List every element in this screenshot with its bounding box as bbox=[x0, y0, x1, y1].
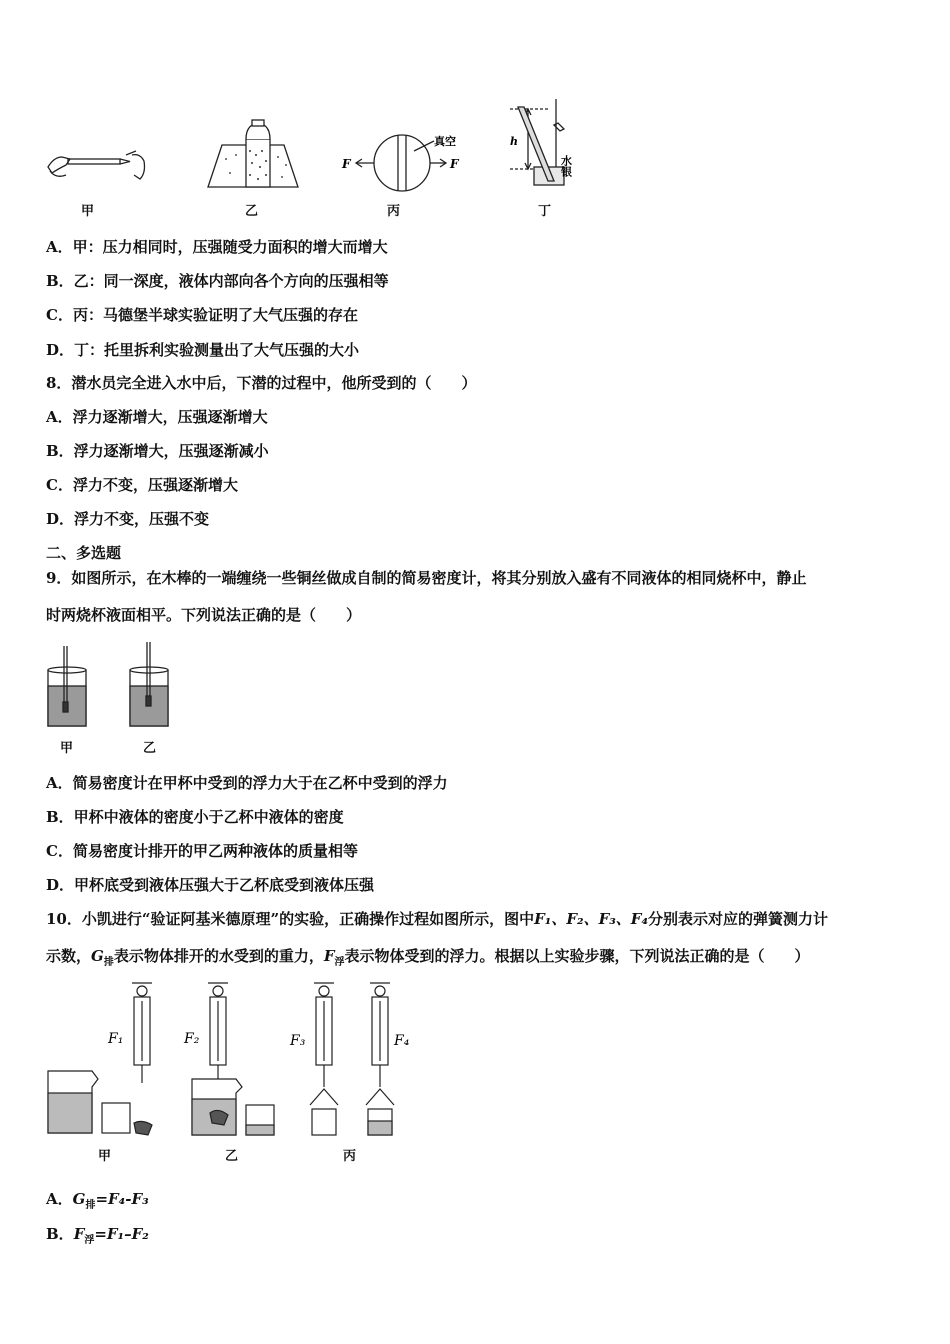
q7-fig-jia bbox=[48, 151, 145, 179]
q9-caption-yi: 乙 bbox=[143, 741, 157, 756]
q10-option-a-expr: =F₄-F₃ bbox=[95, 1190, 149, 1208]
q10-option-a-symbol: G bbox=[72, 1190, 86, 1208]
q10-g-symbol: G bbox=[91, 947, 104, 965]
q10-label-f1: F₁ bbox=[108, 1031, 124, 1047]
q9-option-b: B．甲杯中液体的密度小于乙杯中液体的密度 bbox=[46, 808, 344, 826]
q10-line1-vars: F₁、F₂、F₃、F₄ bbox=[534, 910, 649, 928]
q10-scale-3 bbox=[314, 983, 334, 1087]
q8-option-c: C．浮力不变，压强逐渐增大 bbox=[46, 476, 238, 494]
q9-stem-line1: 9．如图所示，在木棒的一端缠绕一些铜丝做成自制的简易密度计，将其分别放入盛有不同液体的相同烧杯中，静止 bbox=[46, 569, 807, 587]
q7-option-b: B．乙：同一深度，液体内部向各个方向的压强相等 bbox=[46, 272, 389, 290]
q10-option-b-prefix: B． bbox=[46, 1225, 74, 1243]
q7-ding-h: h bbox=[510, 135, 518, 148]
q9-beaker-jia bbox=[48, 646, 86, 726]
q9-stem-line2: 时两烧杯液面相平。下列说法正确的是（ ） bbox=[46, 606, 362, 624]
q7-caption-yi: 乙 bbox=[245, 204, 259, 219]
q10-option-a-prefix: A． bbox=[46, 1190, 73, 1208]
q10-caption-bing: 丙 bbox=[343, 1149, 357, 1164]
q7-bing-force-right: F bbox=[450, 157, 459, 171]
q10-stem-line2 bbox=[46, 945, 810, 968]
q10-stem-line1 bbox=[46, 908, 828, 929]
q10-line1-post: 分别表示对应的弹簧测力计 bbox=[648, 910, 829, 928]
q9-caption-jia: 甲 bbox=[60, 741, 74, 756]
q10-fig-yi bbox=[192, 1079, 274, 1135]
q10-option-a bbox=[46, 1188, 149, 1211]
q10-option-b bbox=[46, 1223, 149, 1246]
q10-f-sub: 浮 bbox=[334, 957, 345, 968]
q10-option-b-sub: 浮 bbox=[84, 1235, 95, 1246]
q7-fig-bing bbox=[356, 135, 446, 191]
q7-caption-bing: 丙 bbox=[387, 204, 401, 219]
q10-caption-yi: 乙 bbox=[225, 1149, 239, 1164]
q7-bing-vacuum: 真空 bbox=[434, 135, 456, 148]
q7-fig-yi bbox=[208, 120, 298, 187]
q10-f-symbol: F bbox=[323, 947, 335, 965]
q9-option-d: D．甲杯底受到液体压强大于乙杯底受到液体压强 bbox=[46, 876, 375, 894]
q10-scale-1 bbox=[132, 983, 152, 1083]
q10-line2-post: 表示物体受到的浮力。根据以上实验步骤，下列说法正确的是（ ） bbox=[344, 947, 810, 965]
q9-option-c: C．简易密度计排开的甲乙两种液体的质量相等 bbox=[46, 842, 358, 860]
q10-label-f4: F₄ bbox=[394, 1033, 410, 1049]
q7-caption-ding: 丁 bbox=[538, 204, 552, 219]
q7-bing-force-left: F bbox=[342, 157, 351, 171]
q9-beaker-yi bbox=[130, 642, 168, 726]
q10-fig-bing bbox=[310, 1089, 394, 1135]
q8-option-b: B．浮力逐渐增大，压强逐渐减小 bbox=[46, 442, 269, 460]
q7-option-d: D．丁：托里拆利实验测量出了大气压强的大小 bbox=[46, 341, 360, 359]
q10-scale-4 bbox=[370, 983, 390, 1087]
q7-option-a: A．甲：压力相同时，压强随受力面积的增大而增大 bbox=[46, 238, 388, 256]
q10-line1-pre: 10．小凯进行“验证阿基米德原理”的实验，正确操作过程如图所示，图中 bbox=[46, 910, 535, 928]
q10-figure bbox=[40, 975, 420, 1145]
q7-figure bbox=[40, 95, 600, 220]
q8-stem: 8．潜水员完全进入水中后，下潜的过程中，他所受到的（ ） bbox=[46, 374, 477, 392]
q10-option-b-symbol: F bbox=[73, 1225, 85, 1243]
q8-option-d: D．浮力不变，压强不变 bbox=[46, 510, 210, 528]
q10-caption-jia: 甲 bbox=[98, 1149, 112, 1164]
q10-line2-mid: 表示物体排开的水受到的重力， bbox=[113, 947, 324, 965]
q7-ding-mercury: 水银 bbox=[559, 155, 573, 177]
q7-caption-jia: 甲 bbox=[81, 204, 95, 219]
q7-fig-ding bbox=[510, 99, 564, 185]
q10-label-f3: F₃ bbox=[290, 1033, 306, 1049]
q10-option-a-sub: 排 bbox=[85, 1200, 96, 1211]
q8-option-a: A．浮力逐渐增大，压强逐渐增大 bbox=[46, 408, 268, 426]
q9-option-a: A．简易密度计在甲杯中受到的浮力大于在乙杯中受到的浮力 bbox=[46, 774, 448, 792]
q10-label-f2: F₂ bbox=[184, 1031, 200, 1047]
q10-g-sub: 排 bbox=[103, 957, 114, 968]
q10-option-b-expr: =F₁–F₂ bbox=[94, 1225, 149, 1243]
q9-figure bbox=[40, 640, 180, 732]
section-title-multiple-choice: 二、多选题 bbox=[46, 544, 122, 562]
q10-line2-pre: 示数， bbox=[46, 947, 92, 965]
q7-option-c: C．丙：马德堡半球实验证明了大气压强的存在 bbox=[46, 306, 358, 324]
q10-fig-jia bbox=[48, 1071, 152, 1135]
